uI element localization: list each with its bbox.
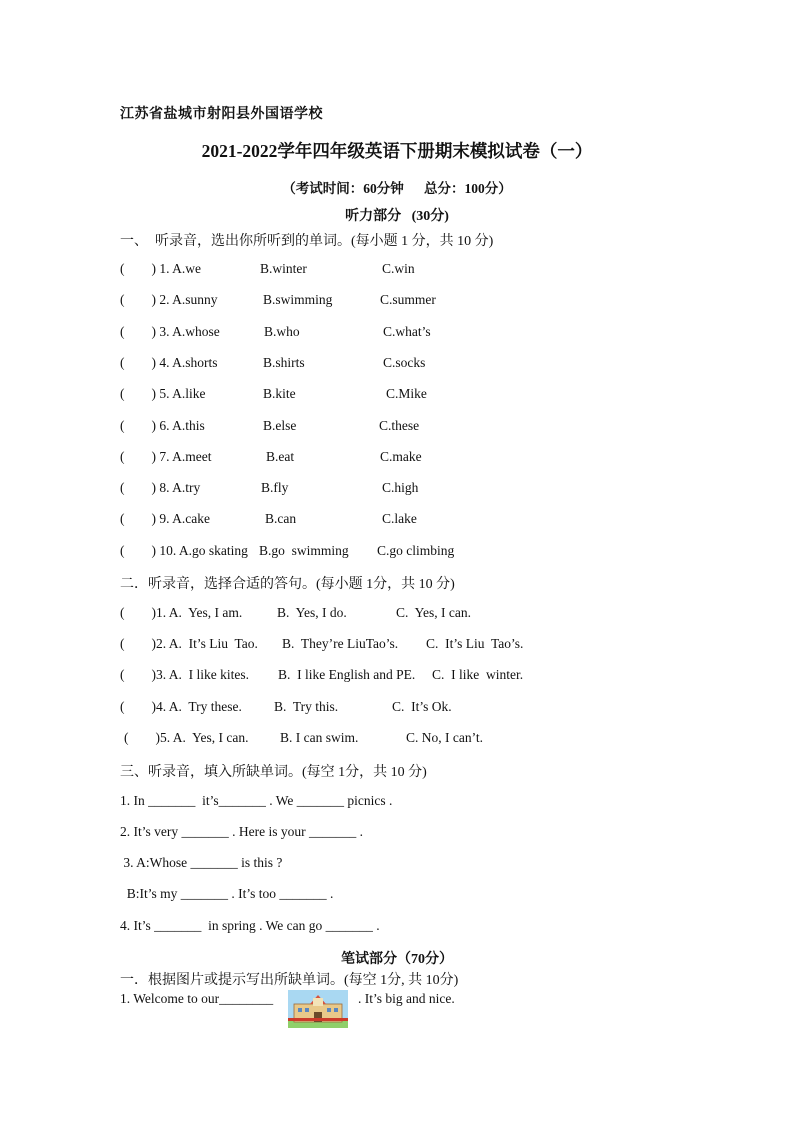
option-c: C.go climbing: [377, 542, 455, 558]
option-a: ( )5. A. Yes, I can.: [124, 729, 249, 745]
option-a: ( ) 6. A.this: [120, 417, 205, 433]
section1-title: 一、 听录音，选出你所听到的单词。(每小题 1 分，共 10 分): [120, 234, 494, 249]
fill-line-3: 3. A:Whose _______ is this ?: [120, 855, 283, 870]
exam-title: 2021-2022学年四年级英语下册期末模拟试卷（一）: [201, 141, 593, 161]
option-c: C.high: [382, 480, 419, 496]
option-a: ( )2. A. It’s Liu Tao.: [120, 636, 258, 652]
option-c: C.win: [382, 261, 415, 276]
option-b: B.swimming: [263, 292, 333, 308]
option-b: B.can: [265, 511, 297, 527]
writing-heading: 笔试部分（70分）: [341, 952, 453, 967]
school-building-picture: [288, 990, 348, 1028]
fill-line-5: 4. It’s _______ in spring . We can go _______ .: [120, 918, 380, 933]
option-c: C. Yes, I can.: [396, 605, 472, 620]
option-a: ( )1. A. Yes, I am.: [120, 605, 243, 620]
option-c: C.socks: [383, 354, 426, 370]
option-a: ( ) 4. A.shorts: [120, 354, 218, 370]
writing-q1-before: 1. Welcome to our________: [120, 991, 274, 1006]
option-b: B. I like English and PE.: [278, 667, 416, 683]
option-c: C.summer: [380, 292, 436, 308]
option-a: ( ) 10. A.go skating: [120, 542, 248, 558]
writing-q1-after: . It’s big and nice.: [358, 991, 455, 1006]
option-a: ( ) 9. A.cake: [120, 511, 210, 527]
fill-line-2: 2. It’s very _______ . Here is your _______ .: [120, 824, 363, 839]
fill-line-1: 1. In _______ it’s_______ . We _______ picnics .: [120, 793, 393, 808]
option-b: B. Try this.: [274, 698, 339, 714]
option-a: ( ) 7. A.meet: [120, 448, 212, 464]
option-b: B.who: [264, 323, 300, 339]
option-c: C.lake: [382, 511, 417, 527]
option-a: ( ) 8. A.try: [120, 480, 201, 496]
option-a: ( ) 3. A.whose: [120, 323, 220, 339]
exam-info: （考试时间：60分钟 总分：100分）: [282, 181, 512, 196]
option-c: C.what’s: [383, 323, 431, 339]
option-b: B.kite: [263, 386, 296, 402]
option-c: C. It’s Liu Tao’s.: [426, 636, 524, 652]
option-a: ( )4. A. Try these.: [120, 698, 242, 714]
option-a: ( ) 5. A.like: [120, 386, 206, 402]
option-a: ( ) 2. A.sunny: [120, 292, 218, 308]
option-b: B. They’re LiuTao’s.: [282, 636, 399, 652]
option-a: ( ) 1. A.we: [120, 261, 201, 276]
option-c: C. I like winter.: [432, 667, 524, 683]
option-a: ( )3. A. I like kites.: [120, 667, 249, 683]
option-c: C.Mike: [386, 386, 427, 402]
option-b: B.shirts: [263, 354, 305, 370]
option-b: B.go swimming: [259, 542, 349, 558]
writing-section1-title: 一．根据图片或提示写出所缺单词。(每空 1分, 共 10分): [120, 973, 459, 988]
section2-title: 二．听录音，选择合适的答句。(每小题 1分，共 10 分): [120, 577, 455, 592]
option-c: C. No, I can’t.: [406, 729, 483, 745]
listening-heading: 听力部分 (30分): [345, 209, 449, 224]
option-b: B.fly: [261, 480, 289, 496]
option-b: B. I can swim.: [280, 729, 359, 745]
option-c: C.these: [379, 417, 420, 433]
option-c: C.make: [380, 448, 422, 464]
option-b: B.winter: [260, 261, 307, 276]
section3-title: 三、听录音，填入所缺单词。(每空 1分，共 10 分): [120, 765, 427, 780]
fill-line-4: B:It’s my _______ . It’s too _______ .: [120, 886, 334, 901]
option-b: B.else: [263, 417, 297, 433]
option-c: C. It’s Ok.: [392, 698, 452, 714]
school-name: 江苏省盐城市射阳县外国语学校: [120, 107, 323, 122]
option-b: B. Yes, I do.: [277, 605, 347, 620]
option-b: B.eat: [266, 448, 295, 464]
